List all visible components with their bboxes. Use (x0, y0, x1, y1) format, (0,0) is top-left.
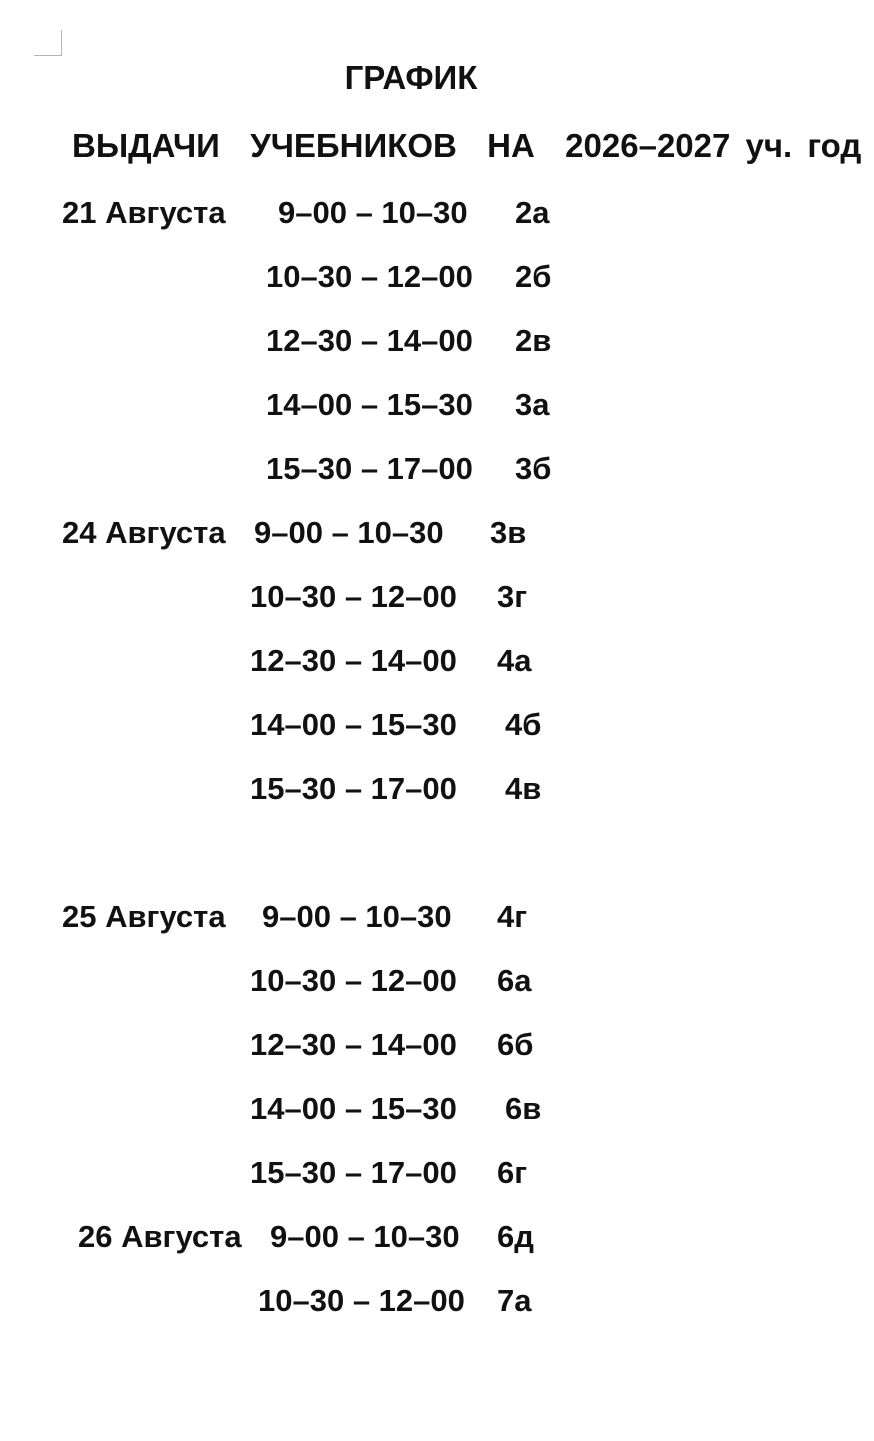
schedule-class: 6б (497, 1027, 534, 1062)
schedule-class: 3г (497, 579, 528, 614)
schedule-class: 4в (505, 771, 542, 806)
schedule-time: 9–00 – 10–30 (278, 195, 468, 230)
schedule-time: 10–30 – 12–00 (266, 259, 473, 294)
schedule-row (0, 1217, 534, 1257)
schedule-time: 9–00 – 10–30 (262, 899, 452, 934)
schedule-time: 12–30 – 14–00 (250, 643, 457, 678)
schedule-class: 2б (515, 259, 552, 294)
schedule-time: 14–00 – 15–30 (250, 707, 457, 742)
schedule-row (0, 705, 542, 745)
schedule-row (0, 577, 528, 617)
schedule-date: 25 Августа (62, 899, 226, 934)
schedule-class: 3а (515, 387, 550, 422)
schedule-time: 15–30 – 17–00 (250, 1155, 457, 1190)
schedule-row (0, 257, 552, 297)
schedule-class: 2а (515, 195, 550, 230)
schedule-time: 15–30 – 17–00 (266, 451, 473, 486)
schedule-time: 14–00 – 15–30 (250, 1091, 457, 1126)
schedule-row (0, 1089, 542, 1129)
schedule-row (0, 1025, 534, 1065)
schedule-time: 10–30 – 12–00 (258, 1283, 465, 1318)
schedule-class: 4а (497, 643, 532, 678)
schedule-row (0, 385, 550, 425)
schedule-time: 12–30 – 14–00 (250, 1027, 457, 1062)
schedule-row (0, 513, 527, 553)
schedule-date: 24 Августа (62, 515, 226, 550)
schedule-time: 9–00 – 10–30 (270, 1219, 460, 1254)
schedule-date: 26 Августа (78, 1219, 242, 1254)
schedule-row (0, 449, 552, 489)
schedule-time: 9–00 – 10–30 (254, 515, 444, 550)
schedule-time: 15–30 – 17–00 (250, 771, 457, 806)
document-subtitle: ВЫДАЧИ УЧЕБНИКОВ НА 2026–2027 уч. год (72, 127, 862, 164)
schedule-class: 4г (497, 899, 528, 934)
page-corner-mark (34, 30, 62, 56)
schedule-time: 14–00 – 15–30 (266, 387, 473, 422)
schedule-time: 10–30 – 12–00 (250, 963, 457, 998)
schedule-class: 6г (497, 1155, 528, 1190)
schedule-class: 2в (515, 323, 552, 358)
schedule-class: 3б (515, 451, 552, 486)
schedule-row (0, 321, 552, 361)
schedule-class: 6д (497, 1219, 534, 1254)
schedule-time: 10–30 – 12–00 (250, 579, 457, 614)
schedule-class: 6а (497, 963, 532, 998)
document-title: ГРАФИК (344, 59, 478, 96)
schedule-class: 7а (497, 1283, 532, 1318)
schedule-row (0, 641, 532, 681)
schedule-row (0, 897, 528, 937)
schedule-class: 6в (505, 1091, 542, 1126)
schedule-row (0, 961, 532, 1001)
schedule-row (0, 1281, 532, 1321)
schedule-row (0, 769, 542, 809)
schedule-row (0, 193, 550, 233)
schedule-class: 3в (490, 515, 527, 550)
schedule-time: 12–30 – 14–00 (266, 323, 473, 358)
schedule-class: 4б (505, 707, 542, 742)
schedule-row (0, 1153, 528, 1193)
schedule-date: 21 Августа (62, 195, 226, 230)
